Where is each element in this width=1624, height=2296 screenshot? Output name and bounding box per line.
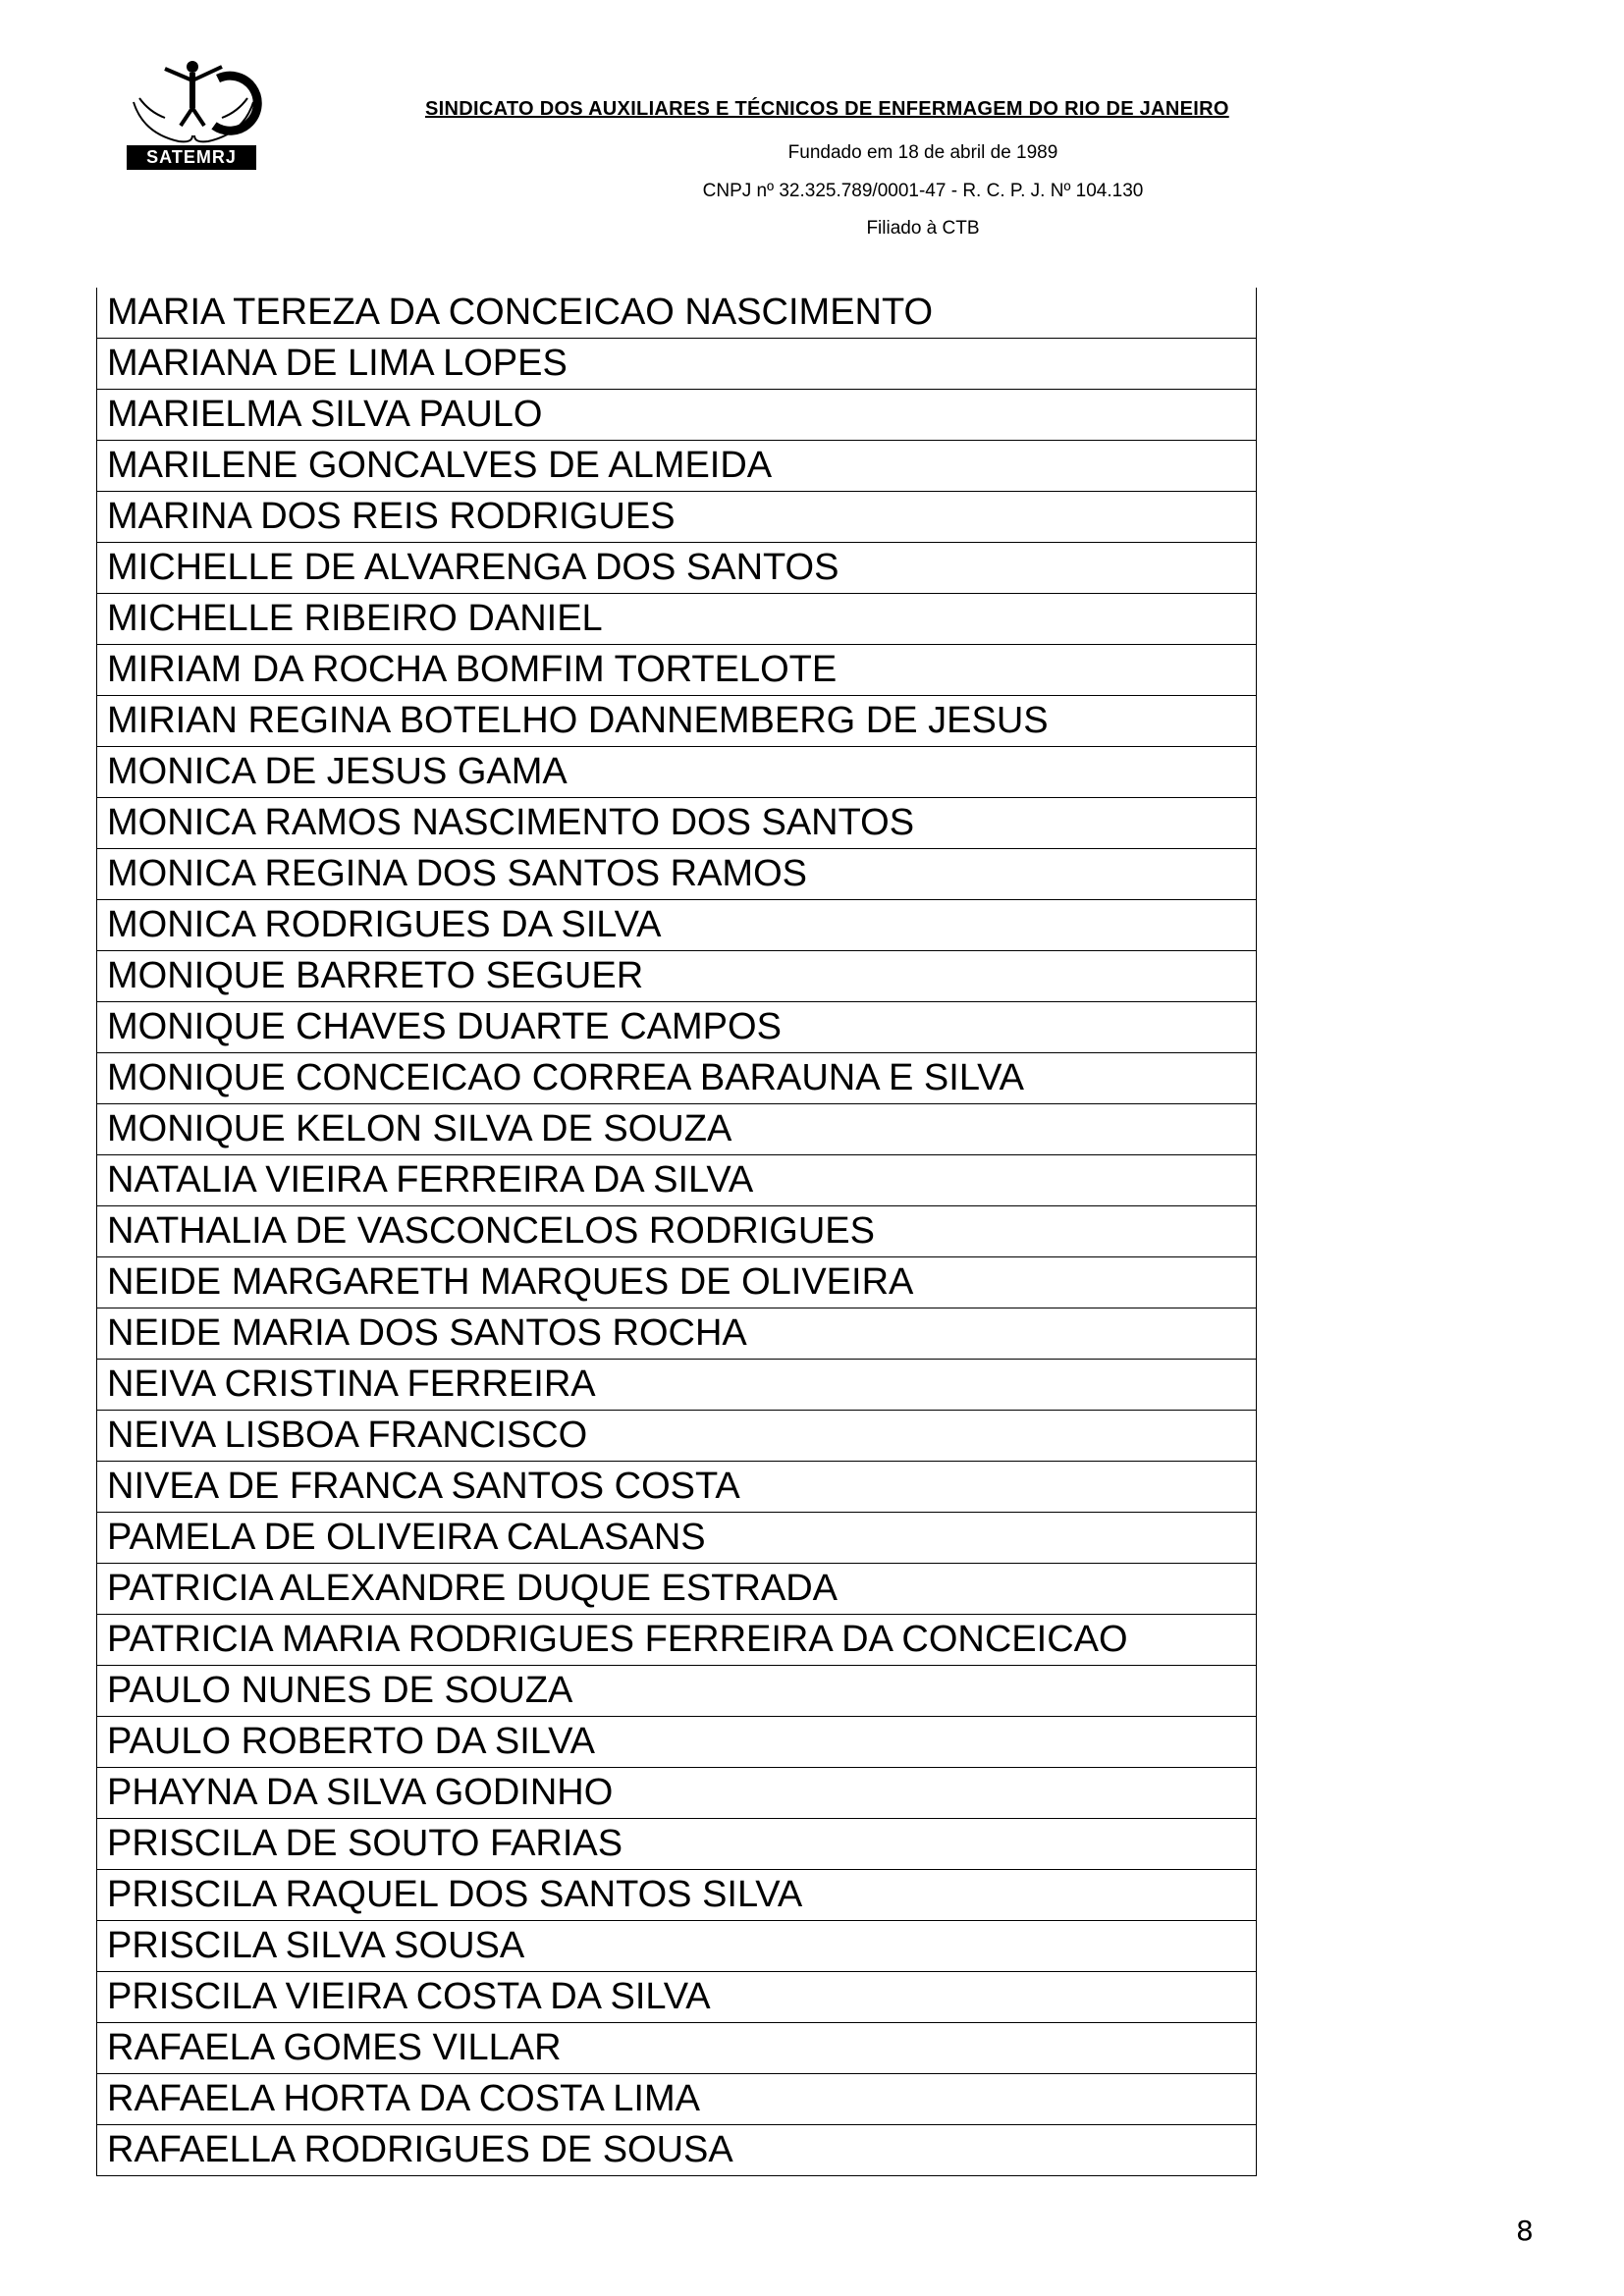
table-row [97, 1308, 1257, 1360]
union-logo [120, 57, 267, 175]
name-cell: PRISCILA RAQUEL DOS SANTOS SILVA [97, 1870, 1257, 1921]
page-number: 8 [1516, 2215, 1534, 2247]
name-cell: PATRICIA MARIA RODRIGUES FERREIRA DA CONCEICAO [97, 1615, 1257, 1666]
name-cell: NIVEA DE FRANCA SANTOS COSTA [97, 1462, 1257, 1513]
table-row [97, 288, 1257, 339]
name-cell: PAULO NUNES DE SOUZA [97, 1666, 1257, 1717]
name-cell: NEIVA LISBOA FRANCISCO [97, 1411, 1257, 1462]
name-cell: PAULO ROBERTO DA SILVA [97, 1717, 1257, 1768]
table-row [97, 1053, 1257, 1104]
table-row [97, 645, 1257, 696]
table-row [97, 1717, 1257, 1768]
name-cell: MICHELLE RIBEIRO DANIEL [97, 594, 1257, 645]
table-row [97, 1206, 1257, 1257]
table-row [97, 849, 1257, 900]
table-row [97, 900, 1257, 951]
table-row [97, 492, 1257, 543]
name-cell: NEIDE MARIA DOS SANTOS ROCHA [97, 1308, 1257, 1360]
name-cell: MONIQUE KELON SILVA DE SOUZA [97, 1104, 1257, 1155]
name-cell: MONIQUE CHAVES DUARTE CAMPOS [97, 1002, 1257, 1053]
table-row [97, 390, 1257, 441]
table-row [97, 339, 1257, 390]
table-row [97, 1360, 1257, 1411]
table-row [97, 1768, 1257, 1819]
union-emblem-icon [120, 57, 267, 150]
name-cell: MARILENE GONCALVES DE ALMEIDA [97, 441, 1257, 492]
name-cell: MIRIAN REGINA BOTELHO DANNEMBERG DE JESUS [97, 696, 1257, 747]
names-table [96, 288, 1257, 2176]
table-row [97, 747, 1257, 798]
table-row [97, 1462, 1257, 1513]
table-row [97, 1615, 1257, 1666]
table-row [97, 1155, 1257, 1206]
table-row [97, 1870, 1257, 1921]
name-cell: RAFAELLA RODRIGUES DE SOUSA [97, 2125, 1257, 2176]
table-row [97, 951, 1257, 1002]
table-row [97, 1513, 1257, 1564]
table-row [97, 441, 1257, 492]
name-cell: RAFAELA HORTA DA COSTA LIMA [97, 2074, 1257, 2125]
organization-name: SINDICATO DOS AUXILIARES E TÉCNICOS DE ENFERMAGEM DO RIO DE JANEIRO [425, 98, 1229, 120]
name-cell: MONICA REGINA DOS SANTOS RAMOS [97, 849, 1257, 900]
name-cell: RAFAELA GOMES VILLAR [97, 2023, 1257, 2074]
name-cell: MARINA DOS REIS RODRIGUES [97, 492, 1257, 543]
name-cell: MONIQUE BARRETO SEGUER [97, 951, 1257, 1002]
table-row [97, 1564, 1257, 1615]
cnpj-registration: CNPJ nº 32.325.789/0001-47 - R. C. P. J. Nº 104.130 [702, 181, 1144, 201]
name-cell: PRISCILA SILVA SOUSA [97, 1921, 1257, 1972]
name-cell: NEIVA CRISTINA FERREIRA [97, 1360, 1257, 1411]
founded-date: Fundado em 18 de abril de 1989 [787, 142, 1058, 163]
table-row [97, 543, 1257, 594]
table-row [97, 1819, 1257, 1870]
name-cell: MONICA RAMOS NASCIMENTO DOS SANTOS [97, 798, 1257, 849]
name-cell: MARIA TEREZA DA CONCEICAO NASCIMENTO [97, 288, 1257, 339]
names-table-body [97, 288, 1257, 2176]
table-row [97, 1257, 1257, 1308]
table-row [97, 2074, 1257, 2125]
name-cell: MONIQUE CONCEICAO CORREA BARAUNA E SILVA [97, 1053, 1257, 1104]
name-cell: MARIELMA SILVA PAULO [97, 390, 1257, 441]
name-cell: MICHELLE DE ALVARENGA DOS SANTOS [97, 543, 1257, 594]
name-cell: NATHALIA DE VASCONCELOS RODRIGUES [97, 1206, 1257, 1257]
name-cell: PRISCILA DE SOUTO FARIAS [97, 1819, 1257, 1870]
name-cell: MONICA RODRIGUES DA SILVA [97, 900, 1257, 951]
table-row [97, 1411, 1257, 1462]
table-row [97, 798, 1257, 849]
table-row [97, 2023, 1257, 2074]
table-row [97, 1972, 1257, 2023]
table-row [97, 594, 1257, 645]
table-row [97, 1104, 1257, 1155]
table-row [97, 1666, 1257, 1717]
name-cell: PAMELA DE OLIVEIRA CALASANS [97, 1513, 1257, 1564]
name-cell: PHAYNA DA SILVA GODINHO [97, 1768, 1257, 1819]
table-row [97, 1002, 1257, 1053]
table-row [97, 696, 1257, 747]
affiliation: Filiado à CTB [866, 218, 980, 239]
name-cell: MONICA DE JESUS GAMA [97, 747, 1257, 798]
name-cell: PRISCILA VIEIRA COSTA DA SILVA [97, 1972, 1257, 2023]
name-cell: MIRIAM DA ROCHA BOMFIM TORTELOTE [97, 645, 1257, 696]
name-cell: NATALIA VIEIRA FERREIRA DA SILVA [97, 1155, 1257, 1206]
name-cell: NEIDE MARGARETH MARQUES DE OLIVEIRA [97, 1257, 1257, 1308]
table-row [97, 1921, 1257, 1972]
table-row [97, 2125, 1257, 2176]
name-cell: MARIANA DE LIMA LOPES [97, 339, 1257, 390]
logo-label: SATEMRJ [127, 145, 256, 170]
name-cell: PATRICIA ALEXANDRE DUQUE ESTRADA [97, 1564, 1257, 1615]
